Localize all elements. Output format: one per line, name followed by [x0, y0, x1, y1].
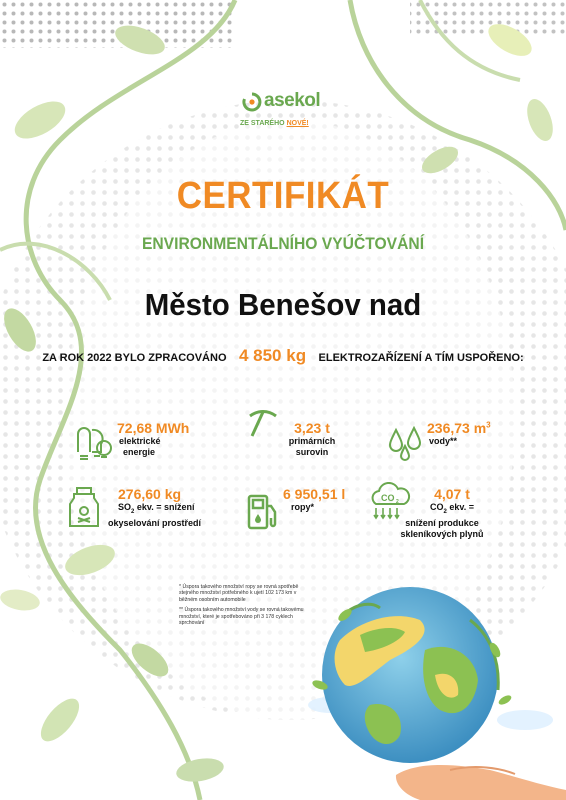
stat-label: $SO_2$ ekv. = snížení — [118, 502, 195, 515]
stat-label: skleníkových plynů — [400, 528, 484, 539]
stat-value: 72,68 MWh — [117, 420, 190, 436]
stat-label: ropy* — [291, 502, 315, 512]
asekol-logo — [238, 90, 338, 140]
stat-value: 236,73 $m^3$ — [427, 420, 491, 436]
co2-icon-label: CO — [381, 493, 395, 503]
stat-label: energie — [123, 447, 156, 457]
pickaxe-icon — [246, 406, 280, 440]
water-drops-icon — [386, 424, 426, 462]
summary-prefix: ZA ROK 2022 BYLO ZPRACOVÁNO — [42, 352, 227, 364]
footnote-oil: * Úspora takového množství ropy se rovná spotřebě stejného množství potřebného k ujetí 102 173 km v běžném osobním automobile — [179, 584, 299, 603]
stat-label: vody** — [429, 436, 458, 446]
stat-value: 276,60 kg — [118, 486, 182, 502]
stat-label: surovin — [295, 447, 329, 457]
footnotes — [179, 584, 304, 630]
stat-electricity — [117, 420, 189, 458]
stat-co2 — [392, 486, 492, 540]
logo-wordmark: asekol — [264, 90, 321, 111]
logo-mark-icon — [242, 92, 262, 112]
summary-line — [0, 346, 566, 366]
stat-label: $CO_2$ ekv. = — [430, 502, 474, 515]
fuel-pump-icon — [245, 492, 279, 532]
toxic-bottle-icon — [64, 486, 104, 528]
light-bulbs-icon — [72, 422, 114, 464]
stat-value: 3,23 t — [294, 420, 330, 436]
co2-icon-subscript: 2 — [396, 499, 399, 505]
stat-oil — [283, 486, 345, 513]
stat-water — [427, 420, 491, 447]
summary-suffix: ELEKTROZAŘÍZENÍ A TÍM USPOŘENO: — [318, 352, 524, 364]
stat-so2 — [108, 486, 201, 529]
footnote-water: ** Úspora takového množství vody se rovná takovému množství, které je spotřebováno při 3 178 cyklech sprchování — [179, 607, 304, 627]
stat-label: primárních — [288, 436, 336, 446]
city-name: Město Benešov nad — [144, 287, 422, 322]
stat-label: elektrické — [119, 436, 161, 446]
stat-value: 4,07 t — [434, 486, 470, 502]
stat-value: 6 950,51 l — [283, 486, 346, 502]
stat-label: okyselování prostředí — [108, 517, 202, 528]
logo-tagline: ZE STARÉHO NOVÉ! — [240, 120, 309, 127]
summary-amount: 4 850 kg — [238, 346, 307, 365]
certificate-title: CERTIFIKÁT — [176, 175, 390, 217]
stat-raw-materials — [282, 420, 342, 458]
stat-label: snížení produkce — [405, 517, 479, 528]
certificate-subtitle: ENVIRONMENTÁLNÍHO VYÚČTOVÁNÍ — [141, 234, 425, 253]
earth-globe-illustration — [300, 580, 566, 800]
